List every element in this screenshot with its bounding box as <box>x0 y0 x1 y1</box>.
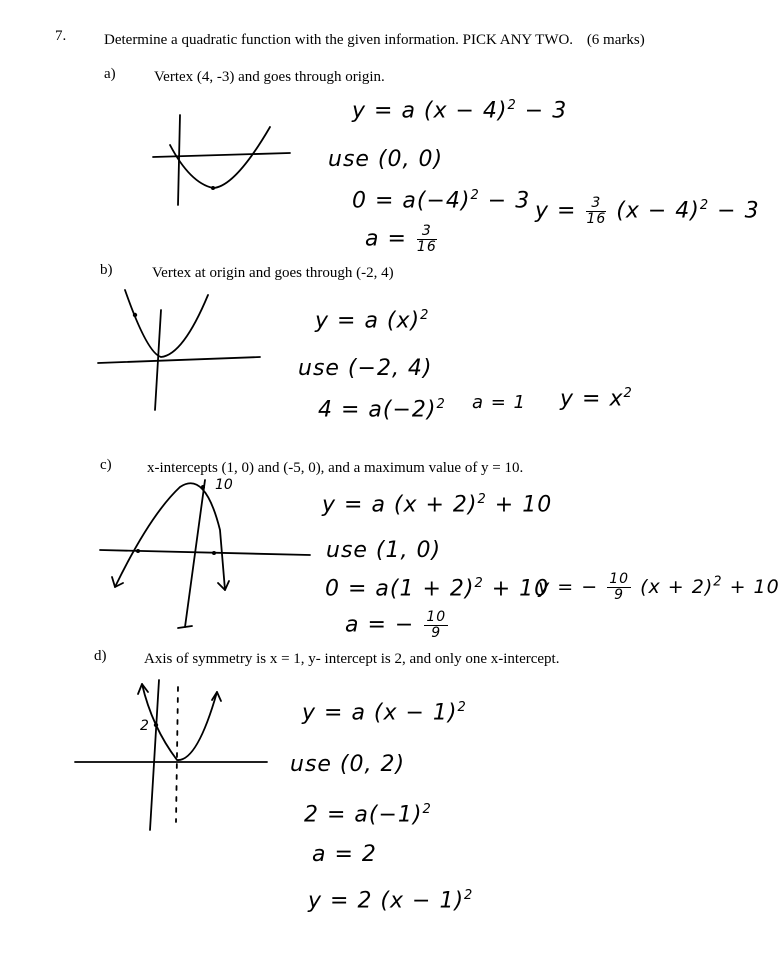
part-d-parabola <box>142 684 217 760</box>
part-c-sketch <box>95 475 315 640</box>
part-c-a-fraction: $\frac{10}{9}$ <box>426 609 447 641</box>
part-c-y-axis-foot <box>178 626 192 628</box>
question-prompt <box>104 32 645 49</box>
part-b-substitution: $4 = a(-2)^2$ <box>318 397 446 423</box>
part-a-sketch <box>145 105 305 215</box>
part-c-vertex-label: 10 <box>215 477 233 493</box>
part-d-y-axis <box>150 680 159 830</box>
question-prompt-text: Determine a quadratic function with the given information. PICK ANY TWO. <box>104 32 574 48</box>
part-a-a-value: a = $\frac{3}{16}$ <box>365 223 437 255</box>
question-marks: (6 marks) <box>586 32 645 48</box>
part-a-answer-fraction: $\frac{3}{16}$ <box>586 195 607 227</box>
part-c-answer-fraction: $\frac{10}{9}$ <box>609 571 630 603</box>
part-a-prompt: Vertex (4, -3) and goes through origin. <box>154 69 385 85</box>
part-d-sketch <box>72 672 272 837</box>
part-a-x-axis <box>153 153 290 157</box>
part-c-intercept-right <box>212 551 216 555</box>
part-b-answer: $y = x^2$ <box>560 386 633 412</box>
part-b-point <box>133 313 137 317</box>
part-a-letter: a) <box>104 66 116 82</box>
part-c-answer: y = − $\frac{10}{9}$ $(x + 2)^2 + 10$ <box>538 571 780 603</box>
part-a-parabola <box>170 127 270 188</box>
part-d-prompt: Axis of symmetry is x = 1, y- intercept is 2, and only one x-intercept. <box>144 651 560 667</box>
part-d-letter: d) <box>94 648 107 664</box>
part-d-y-intercept-point <box>154 723 158 727</box>
part-b-letter: b) <box>100 262 113 278</box>
part-c-form: y = a $(x + 2)^2 + 10$ <box>322 492 553 518</box>
part-b-sketch <box>95 285 265 415</box>
part-d-form: y = a $(x - 1)^2$ <box>302 700 467 726</box>
part-b-x-axis <box>98 357 260 363</box>
question-number: 7. <box>55 28 67 44</box>
part-d-use: use (0, 2) <box>290 752 406 777</box>
part-c-prompt: x-intercepts (1, 0) and (-5, 0), and a maximum value of y = 10. <box>147 460 524 476</box>
part-a-substitution: $0 = a(-4)^2 - 3$ <box>352 188 531 214</box>
part-c-intercept-left <box>136 549 140 553</box>
part-b-prompt: Vertex at origin and goes through (-2, 4) <box>152 265 394 281</box>
part-c-y-axis <box>185 480 205 627</box>
part-a-form: y = a $(x - 4)^2 - 3$ <box>352 98 568 124</box>
part-c-letter: c) <box>100 457 112 473</box>
part-d-substitution: $2 = a(-1)^2$ <box>304 802 432 828</box>
part-c-a-value: a = − $\frac{10}{9}$ <box>345 609 447 641</box>
part-c-vertex-point <box>201 485 205 489</box>
part-a-use: use (0, 0) <box>328 147 444 172</box>
part-b-form: y = a $(x)^2$ <box>315 308 430 334</box>
part-d-answer: y = 2 $(x - 1)^2$ <box>308 888 474 914</box>
part-c-parabola <box>115 483 225 590</box>
part-d-axis-of-symmetry <box>176 687 178 822</box>
part-d-y-intercept-label: 2 <box>140 718 149 734</box>
part-a-a-fraction: $\frac{3}{16}$ <box>416 223 437 255</box>
part-c-substitution: $0 = a(1 + 2)^2 + 10$ <box>325 576 550 602</box>
part-b-use: use (−2, 4) <box>298 356 433 381</box>
part-b-parabola <box>125 290 208 357</box>
part-b-a-value: a = 1 <box>472 392 527 413</box>
part-d-a-value: a = 2 <box>312 842 377 867</box>
part-a-vertex-point <box>211 186 215 190</box>
part-a-answer: y = $\frac{3}{16}$ $(x - 4)^2 - 3$ <box>535 195 760 227</box>
part-c-use: use (1, 0) <box>326 538 442 563</box>
